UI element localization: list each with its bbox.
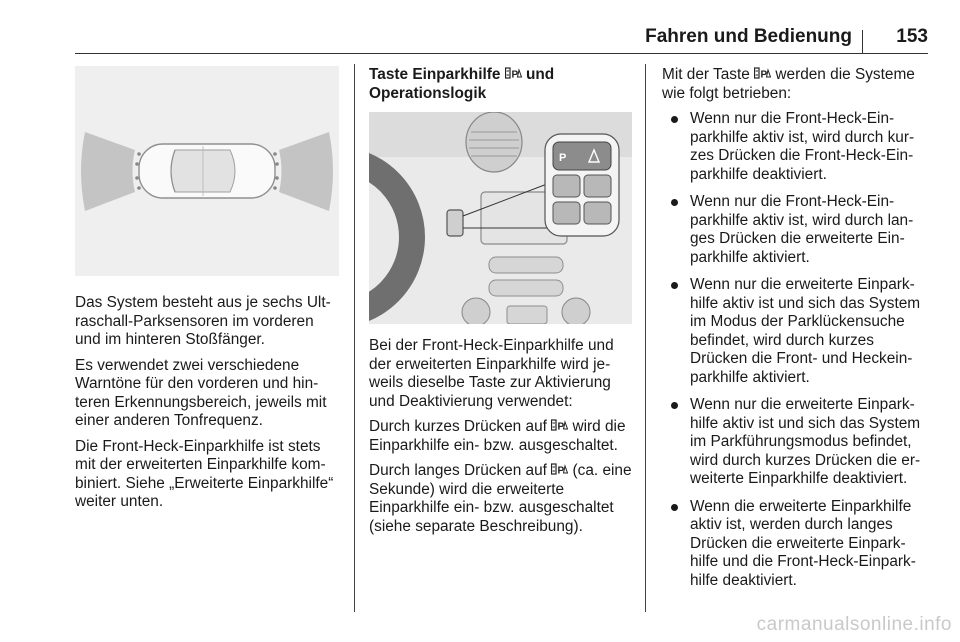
header-divider [862,30,863,54]
column-1 [75,294,341,519]
sensor-coverage-illustration [75,66,339,276]
column-divider-2 [645,64,646,612]
column-2 [369,66,635,111]
svg-text:P: P [760,69,768,80]
column-3 [662,66,928,599]
list-item: Wenn nur die erweiterte Einparkhilfe aktiv ist und sich das System im Modus der Parklückensuche befindet, wird durch kurzes Drücken die Front- und Heckeinparkhilfe aktiviert. [662,276,928,387]
page-number: 153 [896,26,928,47]
column-2-body [369,337,635,543]
page-header-title: Fahren und Bedienung [645,26,852,47]
parking-assist-icon [505,67,522,80]
list-item: Wenn die erweiterte Einparkhilfe aktiv ist, werden durch langes Drücken die erweiterte Einparkhilfe und die Front-Heck-Einparkhilfe deaktiviert. [662,498,928,591]
dashboard-button-illustration [369,112,632,324]
bullet-icon [671,282,678,289]
svg-text:P: P [559,152,567,164]
paragraph: Es verwendet zwei verschiedene Warntöne für den vorderen und hinteren Erkennungsbereich, jeweils mit einer anderen Tonfrequenz. [75,356,327,429]
list-item: Wenn nur die erweiterte Einparkhilfe aktiv ist und sich das System im Parkführungsmodus befindet, wird durch kurzes Drücken die erweiterte Einparkhilfe deaktiviert. [662,396,928,489]
section-heading: Taste Einparkhilfe P und Operationslogik [369,66,555,102]
paragraph: Durch kurzes Drücken auf P wird die Einparkhilfe ein- bzw. ausgeschaltet. [369,418,626,454]
svg-text:P: P [557,465,565,476]
svg-text:P: P [557,421,565,432]
paragraph: Bei der Front-Heck-Einparkhilfe und der erweiterten Einparkhilfe wird jeweils dieselbe Taste zur Aktivierung und Deaktivierung verwendet: [369,337,614,410]
header-rule [75,53,928,54]
bullet-icon [671,199,678,206]
parking-assist-icon [551,419,568,432]
air-vent [466,112,522,172]
bullet-icon [671,504,678,511]
column-divider-1 [354,64,355,612]
list-item: Wenn nur die Front-Heck-Einparkhilfe aktiv ist, wird durch langes Drücken die erweiterte Einparkhilfe aktiviert. [662,193,928,267]
paragraph: Das System besteht aus je sechs Ultraschall-Parksensoren im vorderen und im hinteren Stoßfänger. [75,294,331,348]
paragraph: Durch langes Drücken auf P (ca. eine Sekunde) wird die erweiterte Einparkhilfe ein- bzw. ausgeschaltet (siehe separate Beschreibung). [369,462,632,535]
parking-assist-icon [754,67,771,80]
bullet-icon [671,116,678,123]
paragraph: Die Front-Heck-Einparkhilfe ist stets mit der erweiterten Einparkhilfe kombiniert. Siehe „Erweiterte Einparkhilfe“ weiter unten. [75,437,334,510]
parking-assist-icon [551,463,568,476]
bullet-list [662,110,928,590]
paragraph: Mit der Taste P werden die Systeme wie folgt betrieben: [662,66,915,102]
watermark: carmanualsonline.info [756,614,952,635]
list-item: Wenn nur die Front-Heck-Einparkhilfe aktiv ist, wird durch kurzes Drücken die Front-Heck-Einparkhilfe deaktiviert. [662,110,928,184]
bullet-icon [671,402,678,409]
svg-text:P: P [511,69,518,80]
